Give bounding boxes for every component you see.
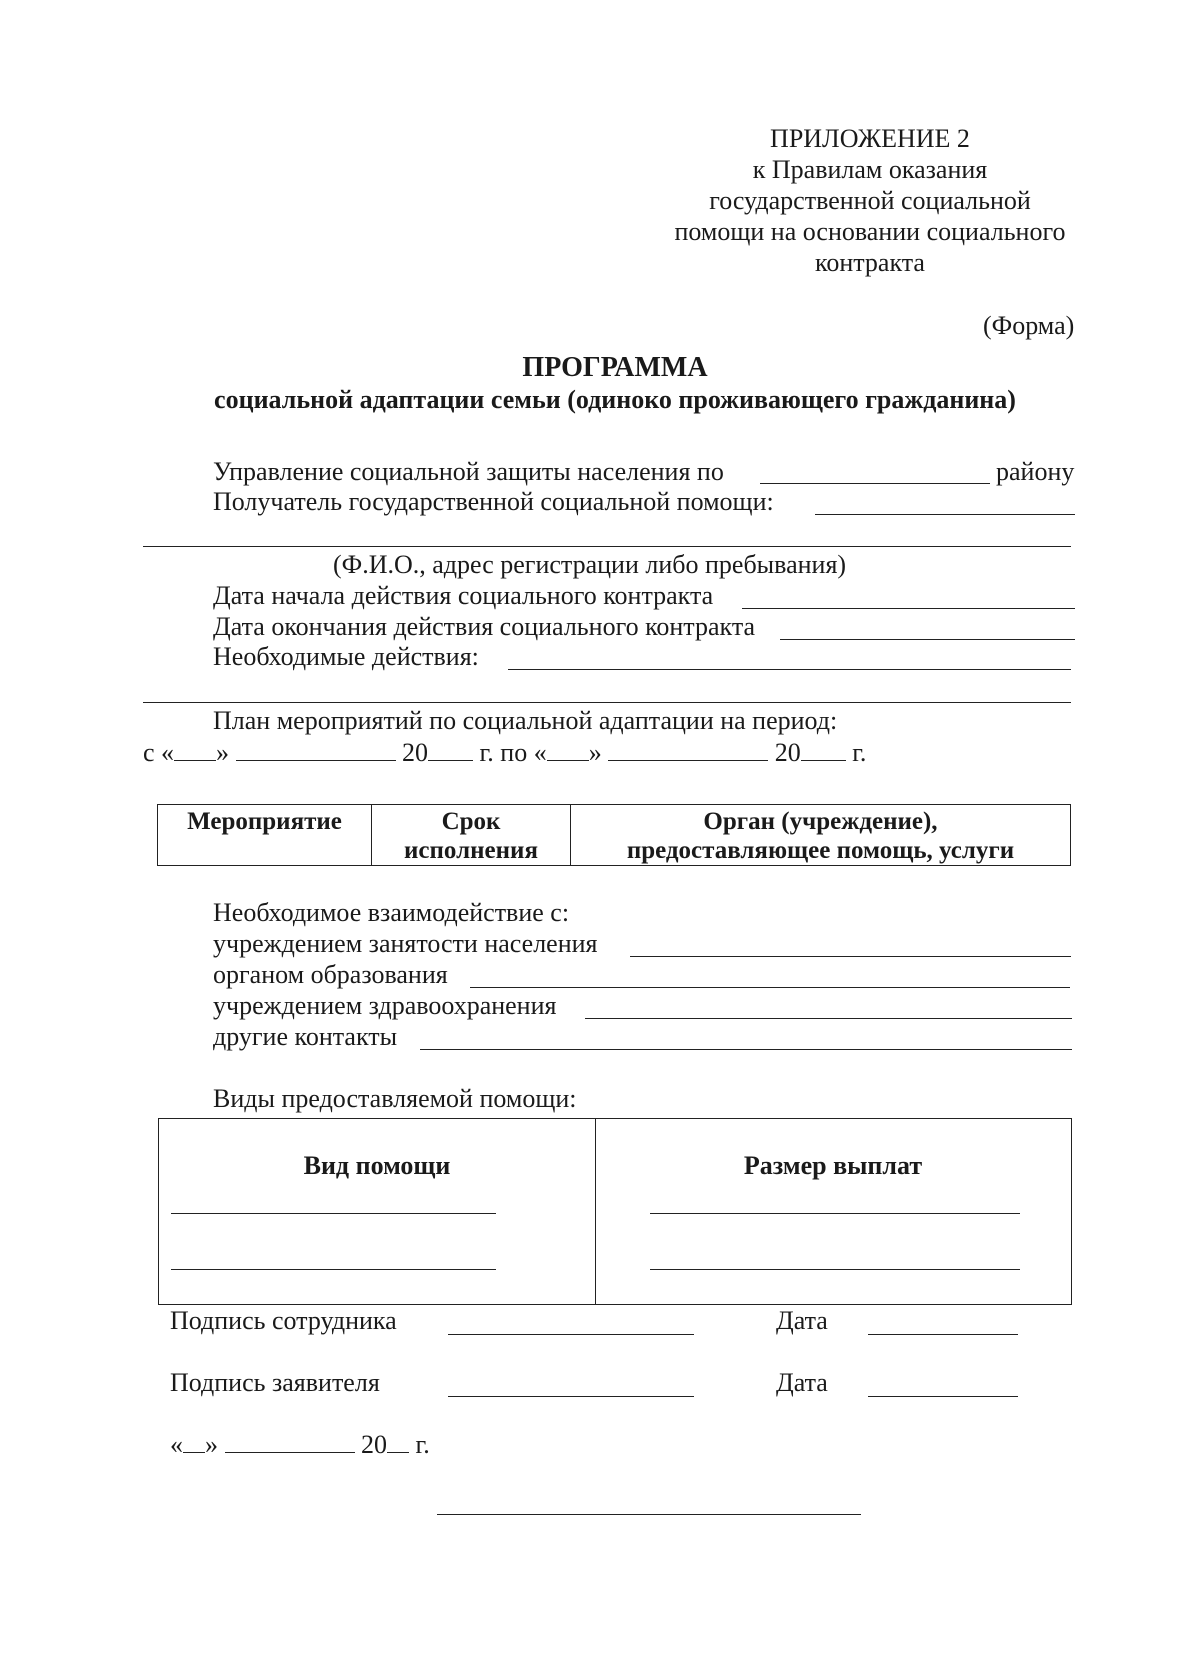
actions-field-line-2[interactable] — [143, 702, 1071, 703]
page-title: ПРОГРАММА — [522, 352, 708, 383]
interaction-item-other: другие контакты — [213, 1022, 398, 1051]
header-event — [158, 805, 372, 866]
final-quote-close: » — [205, 1430, 218, 1459]
period-to-month-field[interactable] — [608, 738, 768, 761]
header-event-line-1: Мероприятие — [187, 808, 342, 835]
annex-line-5: контракта — [815, 248, 925, 277]
period-year-prefix-2: 20 — [774, 738, 801, 767]
final-year-field[interactable] — [387, 1430, 409, 1453]
employee-date-field[interactable] — [868, 1334, 1018, 1335]
header-deadline-line-2: исполнения — [404, 837, 538, 864]
recipient-label: Получатель государственной социальной помощи: — [213, 487, 774, 516]
form-label: (Форма) — [983, 311, 1075, 340]
period-line — [143, 738, 866, 768]
department-field[interactable] — [760, 483, 990, 484]
applicant-date-label: Дата — [776, 1368, 828, 1397]
final-year-prefix: 20 — [361, 1430, 387, 1459]
period-quote-close-2: » — [588, 738, 602, 767]
period-g-label: г. — [852, 738, 867, 767]
employee-signature-label: Подпись сотрудника — [170, 1306, 397, 1335]
applicant-signature-field[interactable] — [448, 1396, 694, 1397]
annex-line-1: ПРИЛОЖЕНИЕ 2 — [770, 124, 970, 153]
header-organ — [571, 805, 1071, 866]
final-g-label: г. — [415, 1430, 430, 1459]
interaction-item-health: учреждением здравоохранения — [213, 991, 557, 1020]
assistance-table-divider — [595, 1119, 596, 1304]
recipient-field[interactable] — [815, 514, 1075, 515]
interaction-other-field[interactable] — [420, 1049, 1072, 1050]
period-to-day-field[interactable] — [547, 738, 589, 761]
interaction-item-employment: учреждением занятости населения — [213, 929, 598, 958]
bottom-line — [437, 1514, 861, 1515]
fio-hint: (Ф.И.О., адрес регистрации либо пребывания) — [333, 550, 847, 579]
annex-line-3: государственной социальной — [709, 186, 1031, 215]
employee-signature-field[interactable] — [448, 1334, 694, 1335]
assistance-type-field-2[interactable] — [171, 1269, 496, 1270]
final-day-field[interactable] — [183, 1430, 205, 1453]
interaction-health-field[interactable] — [585, 1018, 1072, 1019]
assistance-amount-field-1[interactable] — [650, 1213, 1020, 1214]
header-deadline-line-1: Срок — [441, 808, 501, 835]
recipient-field-line-2[interactable] — [143, 546, 1071, 547]
plan-label: План мероприятий по социальной адаптации на период: — [213, 706, 838, 735]
assistance-table — [158, 1118, 1072, 1305]
assistance-col-type: Вид помощи — [303, 1151, 451, 1180]
final-quote-open: « — [170, 1430, 183, 1459]
header-deadline — [372, 805, 571, 866]
final-month-field[interactable] — [225, 1430, 355, 1453]
actions-field[interactable] — [508, 669, 1071, 670]
actions-label: Необходимые действия: — [213, 642, 479, 671]
header-organ-line-2: предоставляющее помощь, услуги — [626, 837, 1015, 864]
period-to-year-field[interactable] — [801, 738, 846, 761]
applicant-date-field[interactable] — [868, 1396, 1018, 1397]
period-from-month-field[interactable] — [236, 738, 396, 761]
period-from-year-field[interactable] — [428, 738, 473, 761]
end-date-label: Дата окончания действия социального контракта — [213, 612, 756, 641]
period-year-prefix: 20 — [402, 738, 429, 767]
period-quote-close: » — [216, 738, 230, 767]
period-from-label: с « — [143, 738, 175, 767]
end-date-field[interactable] — [780, 639, 1075, 640]
events-table — [157, 804, 1071, 866]
department-label: Управление социальной защиты населения по — [213, 457, 724, 486]
header-organ-line-1: Орган (учреждение), — [703, 808, 938, 835]
interaction-item-education: органом образования — [213, 960, 448, 989]
interaction-employment-field[interactable] — [630, 956, 1071, 957]
period-to-label: г. по « — [479, 738, 547, 767]
annex-line-4: помощи на основании социального — [674, 217, 1066, 246]
assistance-col-amount: Размер выплат — [743, 1151, 923, 1180]
period-from-day-field[interactable] — [174, 738, 216, 761]
table-row — [158, 805, 1071, 866]
applicant-signature-label: Подпись заявителя — [170, 1368, 380, 1397]
final-date-line — [170, 1430, 430, 1460]
annex-block — [650, 123, 1090, 278]
interaction-title: Необходимое взаимодействие с: — [213, 898, 570, 927]
assistance-amount-field-2[interactable] — [650, 1269, 1020, 1270]
assistance-type-field-1[interactable] — [171, 1213, 496, 1214]
assistance-title: Виды предоставляемой помощи: — [213, 1084, 577, 1113]
page-subtitle: социальной адаптации семьи (одиноко проживающего гражданина) — [214, 385, 1016, 414]
start-date-field[interactable] — [742, 608, 1075, 609]
department-suffix: району — [996, 457, 1075, 486]
start-date-label: Дата начала действия социального контракта — [213, 581, 714, 610]
annex-line-2: к Правилам оказания — [752, 155, 988, 184]
employee-date-label: Дата — [776, 1306, 828, 1335]
interaction-education-field[interactable] — [470, 987, 1070, 988]
